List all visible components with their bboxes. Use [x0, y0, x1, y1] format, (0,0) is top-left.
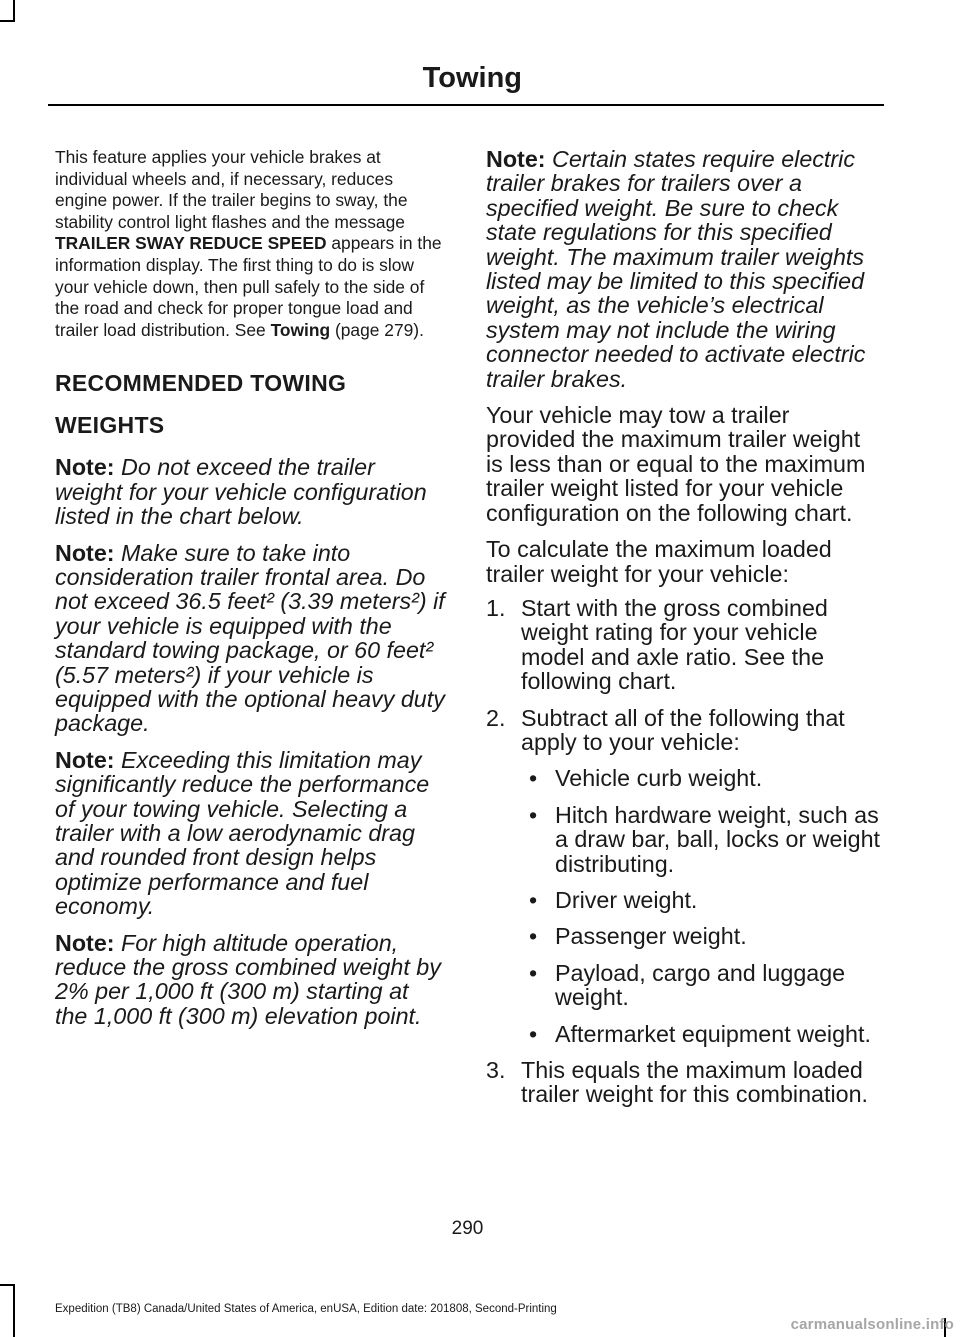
page-title: Towing [422, 62, 522, 94]
watermark[interactable]: carmanualsonline.info [790, 1316, 954, 1333]
note-text: Certain states require electric trailer brakes for trailers over a specified weight. Be sure to check state regulations for this specified weight. The maximum trailer weights listed may be limited to this specified weight, as the vehicle’s electrical system may not include the wiring connector needed to activate electric trailer brakes. [486, 146, 866, 392]
crop-mark-bottom-left-h [0, 1284, 15, 1286]
section-heading [55, 369, 447, 439]
intro-text-1: This feature applies your vehicle brakes at individual wheels and, if necessary, reduces engine power. If the trailer begins to sway, the stability control light flashes and the message [55, 147, 408, 232]
step-number: 3. [486, 1057, 506, 1083]
calculation-steps [486, 596, 882, 1107]
note-1 [55, 455, 447, 528]
intro-text-3: (page 279). [330, 319, 424, 340]
page-number: 290 [451, 1218, 484, 1239]
subtract-list [521, 766, 882, 1046]
section-heading-line-1: RECOMMENDED TOWING [55, 370, 347, 397]
step-number: 2. [486, 704, 506, 731]
list-item-text: Driver weight. [555, 886, 698, 913]
crop-mark-top-left-v [13, 0, 15, 22]
note-label: Note: [486, 146, 546, 172]
note-3 [55, 748, 447, 919]
note-text: Exceeding this limitation may significantly reduce the performance of your towing vehicle. Selecting a trailer with a low aerodynamic drag and rounded front design helps optimize performance and fuel economy. [55, 746, 430, 920]
note-label: Note: [55, 454, 115, 481]
note-2 [55, 541, 447, 736]
paragraph-max-trailer: Your vehicle may tow a trailer provided the maximum trailer weight is less than or equal to the maximum trailer weight listed for your vehicle configuration on the following chart. [486, 402, 866, 526]
note-text: Do not exceed the trailer weight for your vehicle configuration listed in the chart below. [55, 454, 427, 530]
header-rule [48, 104, 884, 106]
list-item [521, 803, 882, 876]
step-3 [486, 1058, 882, 1107]
list-item [521, 888, 882, 912]
step-text: Subtract all of the following that apply to your vehicle: [521, 704, 845, 755]
crop-mark-bottom-left-v [13, 1284, 15, 1337]
list-item-text: Aftermarket equipment weight. [555, 1020, 871, 1047]
footer-edition-info: Expedition (TB8) Canada/United States of America, enUSA, Edition date: 201808, Second-Printing [55, 1303, 557, 1315]
intro-text-2: appears in the information display. The first thing to do is slow your vehicle down, then pull safely to the side of the road and check for proper tongue load and trailer load distribution. See [55, 233, 442, 340]
note-electric-brakes [486, 147, 882, 391]
step-text: Start with the gross combined weight rating for your vehicle model and axle ratio. See the following chart. [521, 594, 828, 695]
note-text: For high altitude operation, reduce the gross combined weight by 2% per 1,000 ft (300 m) starting at the 1,000 ft (300 m) elevation point. [55, 929, 441, 1029]
bullet-icon: • [529, 959, 538, 986]
list-item-text: Hitch hardware weight, such as a draw bar, ball, locks or weight distributing. [555, 801, 881, 877]
step-number: 1. [486, 594, 506, 621]
step-2 [486, 706, 882, 1046]
right-column [486, 147, 882, 1119]
crop-mark-top-left-h [0, 20, 15, 22]
bullet-icon: • [529, 923, 538, 950]
bullet-icon: • [529, 886, 538, 913]
intro-paragraph [55, 147, 447, 341]
step-text: This equals the maximum loaded trailer weight for this combination. [521, 1057, 869, 1108]
bullet-icon: • [529, 1020, 538, 1047]
trailer-sway-message: TRAILER SWAY REDUCE SPEED [55, 233, 327, 254]
section-heading-line-2: WEIGHTS [55, 412, 165, 439]
towing-reference-link[interactable]: Towing [270, 319, 331, 340]
note-label: Note: [55, 539, 115, 566]
list-item-text: Payload, cargo and luggage weight. [555, 959, 846, 1011]
bullet-icon: • [529, 801, 538, 828]
list-item [521, 924, 882, 948]
note-label: Note: [55, 746, 115, 773]
list-item [521, 1022, 882, 1046]
note-4 [55, 931, 447, 1029]
list-item [521, 766, 882, 790]
list-item-text: Passenger weight. [555, 923, 747, 950]
note-label: Note: [55, 929, 115, 956]
step-1 [486, 596, 882, 694]
note-text: Make sure to take into consideration trailer frontal area. Do not exceed 36.5 feet² (3.39 meters²) if your vehicle is equipped with the standard towing package, or 60 feet² (5.57 meters²) if your vehicle is equipped with the optional heavy duty package. [55, 539, 445, 737]
list-item-text: Vehicle curb weight. [555, 765, 763, 792]
list-item [521, 961, 882, 1010]
left-column [55, 147, 447, 1040]
paragraph-calculate: To calculate the maximum loaded trailer weight for your vehicle: [486, 536, 832, 587]
bullet-icon: • [529, 765, 538, 792]
